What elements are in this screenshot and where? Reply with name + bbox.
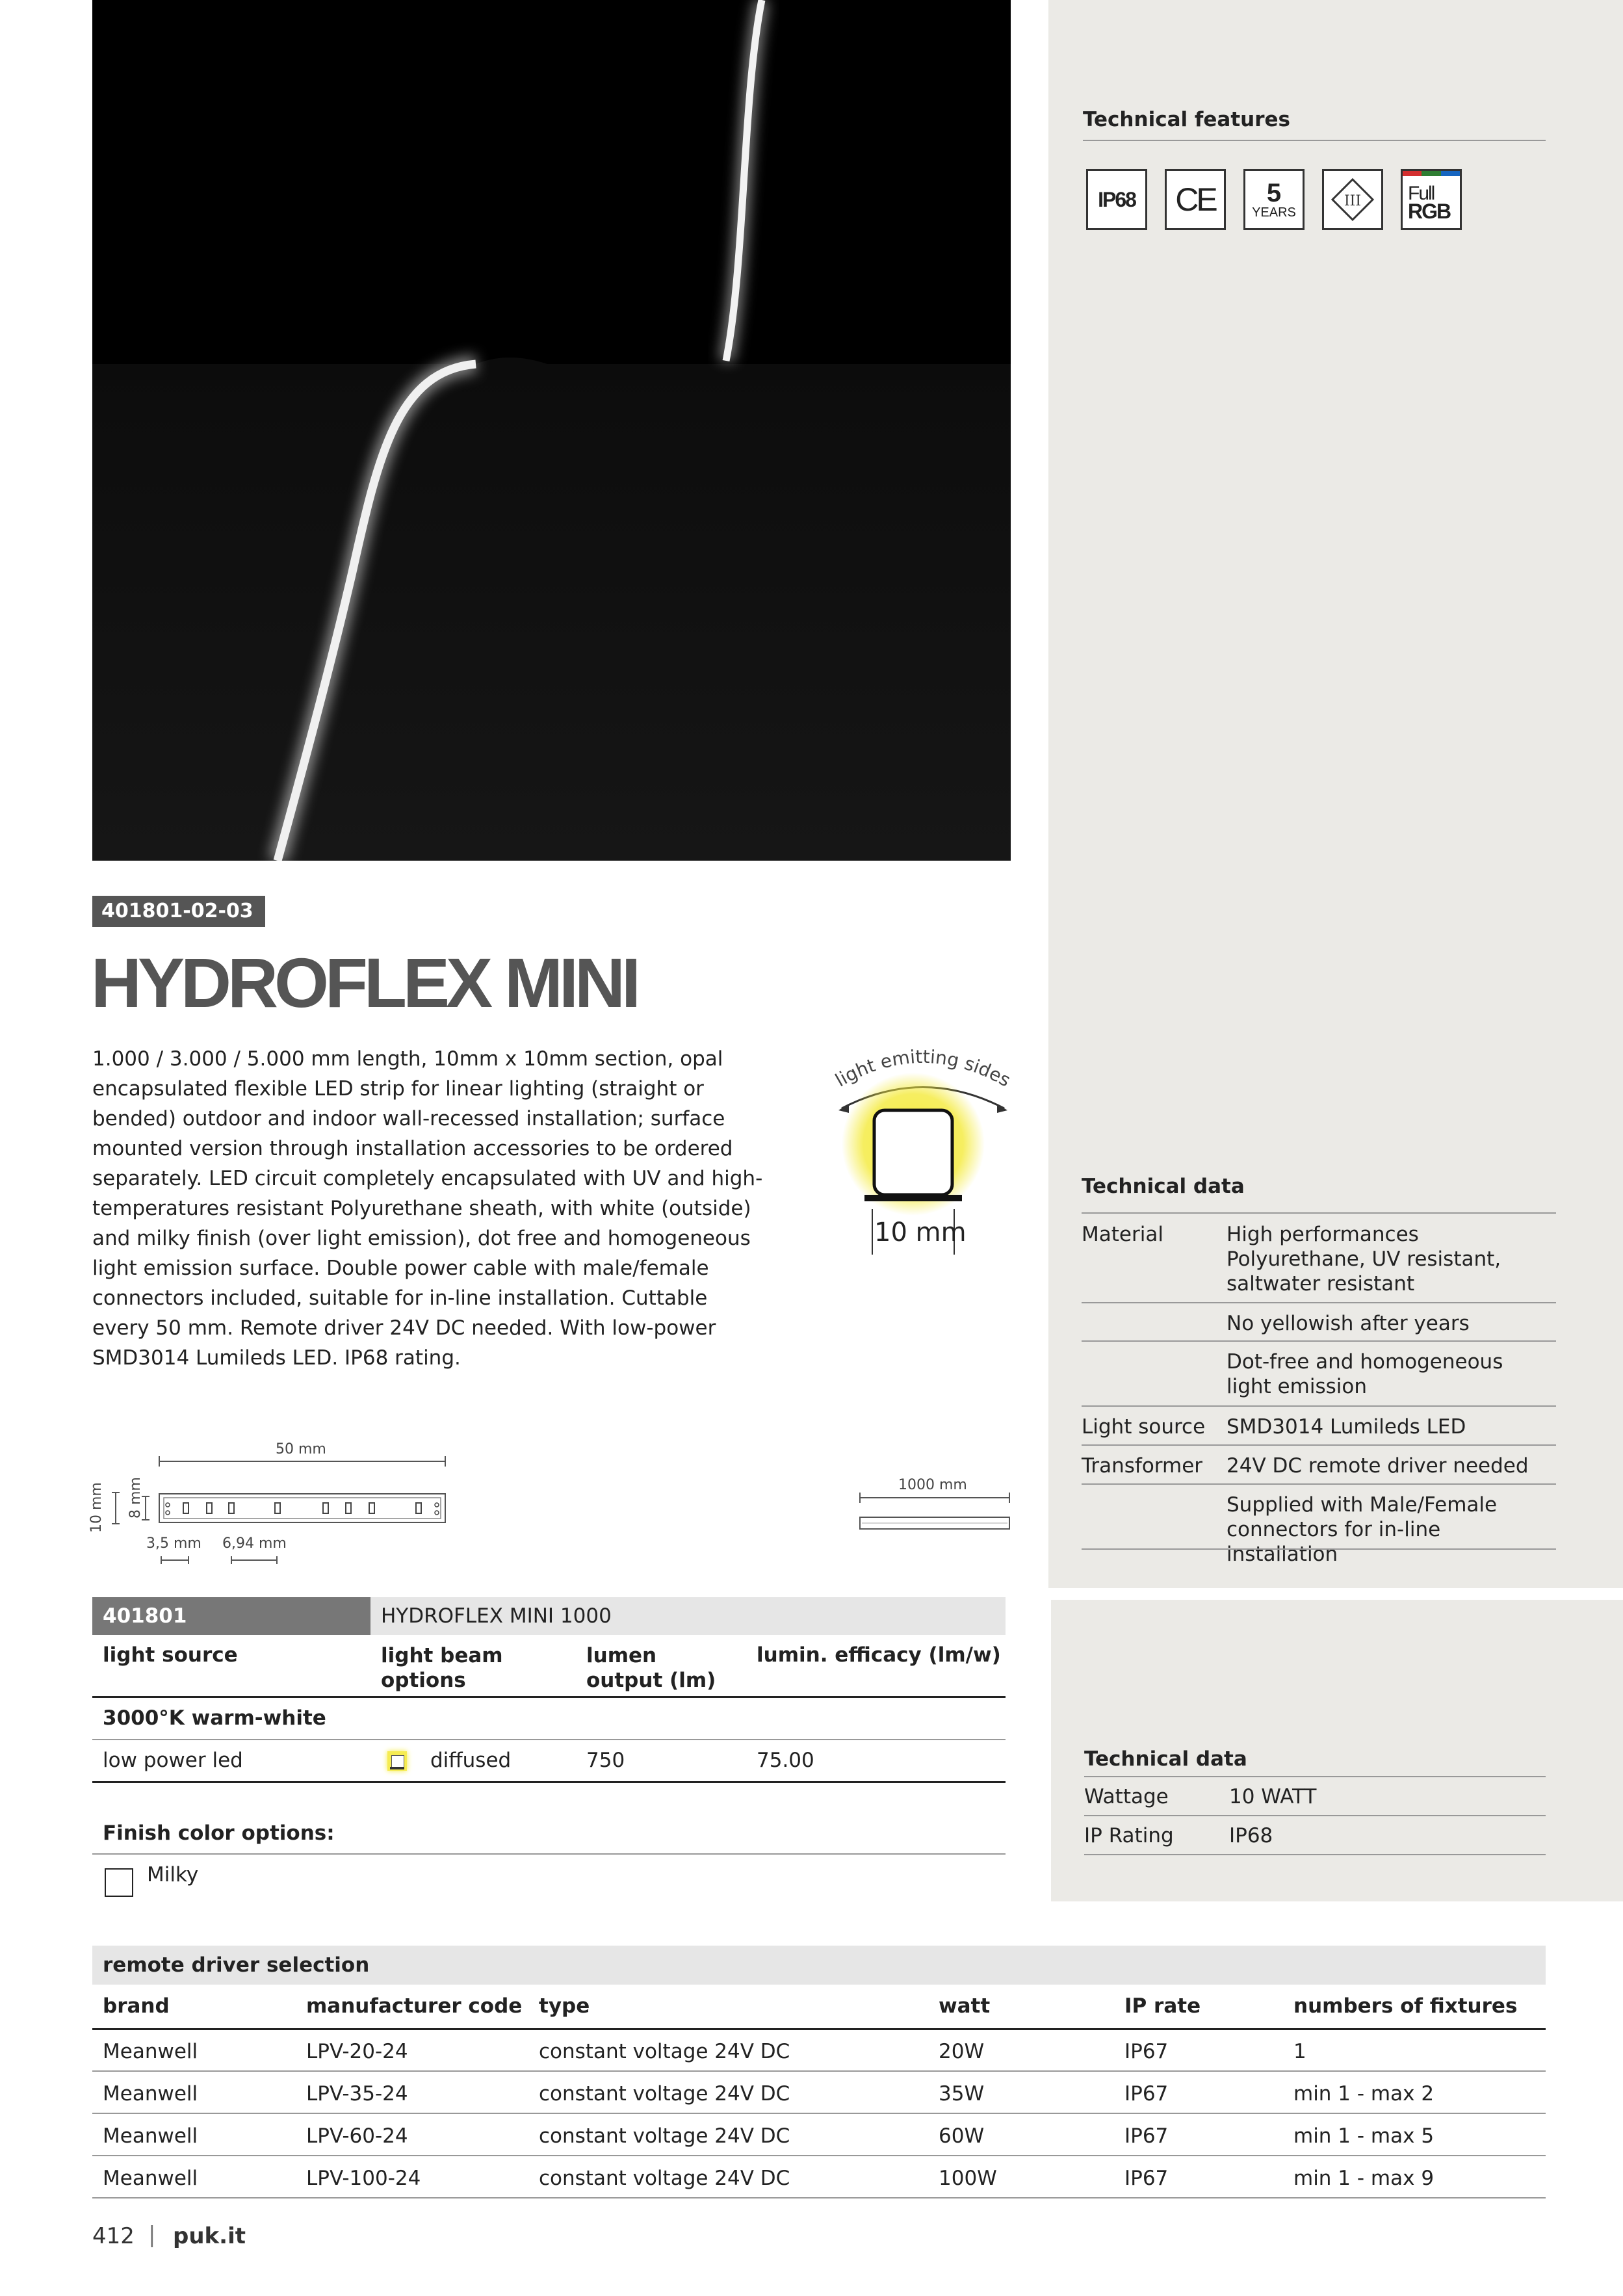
tech-data-value-dotfree: Dot-free and homogeneous light emission <box>1227 1350 1503 1398</box>
tech-data-rule <box>1082 1444 1556 1446</box>
ip68-icon: IP68 <box>1086 169 1147 230</box>
footer-separator: | <box>148 2222 156 2248</box>
tech-data-2-rule <box>1084 1815 1546 1816</box>
model-code: 401801 <box>103 1604 187 1628</box>
tech-data-value-light-source: SMD3014 Lumileds LED <box>1227 1415 1466 1439</box>
strip-length-label: 50 mm <box>276 1441 326 1457</box>
row-light-source: low power led <box>103 1749 243 1772</box>
tech-data-value-ip-rating: IP68 <box>1229 1824 1273 1847</box>
diffused-beam-icon <box>387 1751 407 1771</box>
driver-table-rule <box>92 2113 1546 2114</box>
table-row: Meanwell LPV-35-24 constant voltage 24V DC 35W IP67 min 1 - max 2 <box>103 2082 1435 2106</box>
tech-data-top-rule <box>1082 1212 1556 1214</box>
footer-site-link[interactable]: puk.it <box>173 2223 246 2249</box>
driver-table-rule <box>92 2070 1546 2072</box>
driver-table-rule <box>92 2155 1546 2156</box>
tech-data-value-connectors: Supplied with Male/Female connectors for in-line installation <box>1227 1493 1498 1566</box>
tech-data-rule <box>1082 1548 1556 1550</box>
technical-data-heading: Technical data <box>1082 1175 1245 1198</box>
model-table-rule <box>92 1696 1006 1698</box>
page-number: 412 <box>92 2223 135 2249</box>
header-light-source: light source <box>103 1643 238 1667</box>
header-lumin-efficacy: lumin. efficacy (lm/w) <box>757 1643 1001 1667</box>
tech-data-key-wattage: Wattage <box>1084 1785 1169 1808</box>
led-spacing-b-label: 6,94 mm <box>222 1535 287 1552</box>
tech-data-rule <box>1082 1405 1556 1407</box>
profile-length-label: 1000 mm <box>898 1477 967 1493</box>
product-title: HYDROFLEX MINI <box>91 943 638 1022</box>
full-rgb-icon: Full RGB <box>1401 169 1462 230</box>
product-code-badge: 401801-02-03 <box>92 896 265 927</box>
model-name: HYDROFLEX MINI 1000 <box>381 1604 612 1628</box>
table-row: Meanwell LPV-100-24 constant voltage 24V DC 100W IP67 min 1 - max 9 <box>103 2167 1435 2190</box>
class-iii-icon <box>1322 169 1383 230</box>
driver-table-title: remote driver selection <box>103 1953 370 1977</box>
table-row: Meanwell LPV-60-24 constant voltage 24V DC 60W IP67 min 1 - max 5 <box>103 2124 1435 2148</box>
driver-table-rule <box>92 2028 1546 2030</box>
finish-milky-swatch[interactable] <box>105 1868 133 1897</box>
tech-data-key-transformer: Transformer <box>1082 1454 1203 1478</box>
finish-rule <box>92 1853 1006 1855</box>
tech-data-key-ip-rating: IP Rating <box>1084 1824 1174 1847</box>
driver-header-type: type <box>539 1994 590 2018</box>
row-lumen: 750 <box>586 1749 625 1772</box>
features-divider <box>1083 140 1546 141</box>
tech-data-value-transformer: 24V DC remote driver needed <box>1227 1454 1529 1478</box>
tech-data-2-rule <box>1084 1776 1546 1777</box>
light-emitting-caption: light emitting sides <box>831 1045 1015 1091</box>
finish-color-heading: Finish color options: <box>103 1821 335 1845</box>
driver-table-rule <box>92 2197 1546 2198</box>
tech-data-rule <box>1082 1302 1556 1303</box>
table-row: Meanwell LPV-20-24 constant voltage 24V DC 20W IP67 1 <box>103 2040 1306 2063</box>
technical-data-2-heading: Technical data <box>1084 1747 1247 1771</box>
driver-header-code: manufacturer code <box>306 1994 523 2018</box>
row-beam: diffused <box>430 1749 512 1772</box>
technical-features-heading: Technical features <box>1083 108 1290 131</box>
tech-data-value-yellowish: No yellowish after years <box>1227 1312 1470 1335</box>
five-years-warranty-icon: 5 YEARS <box>1243 169 1305 230</box>
driver-header-ip: IP rate <box>1124 1994 1201 2018</box>
tech-data-key-material: Material <box>1082 1223 1163 1246</box>
model-table-rule <box>92 1781 1006 1783</box>
strip-dimension-drawing <box>91 1430 1014 1580</box>
tech-data-rule <box>1082 1340 1556 1342</box>
tech-data-key-light-source: Light source <box>1082 1415 1206 1439</box>
product-description: 1.000 / 3.000 / 5.000 mm length, 10mm x 10mm section, opal encapsulated flexible LED strip for linear lighting (straight or bended) outdoor and indoor wall-recessed installation; surface mounted version through installation accessories to be ordered separately. LED circuit completely encapsulated with UV and high-temperatures resistant Polyurethane sheath, with white (outside) and milky finish (over light emission), dot free and homogeneous light emission surface. Double power cable with male/female connectors included, suitable for in-line installation. Cuttable every 50 mm. Remote driver 24V DC needed. With low-power SMD3014 Lumileds LED. IP68 rating. <box>92 1047 763 1370</box>
tech-data-value-wattage: 10 WATT <box>1229 1785 1317 1808</box>
tech-data-rule <box>1082 1483 1556 1485</box>
strip-height-outer-label: 10 mm <box>88 1482 105 1533</box>
section-width-label: 10 mm <box>874 1218 967 1247</box>
header-lumen-output: lumen output (lm) <box>586 1644 716 1692</box>
color-temperature-group: 3000°K warm-white <box>103 1706 326 1730</box>
driver-header-brand: brand <box>103 1994 170 2018</box>
finish-milky-label: Milky <box>147 1863 199 1886</box>
driver-header-watt: watt <box>939 1994 991 2018</box>
tech-data-value-material: High performances Polyurethane, UV resistant, saltwater resistant <box>1227 1223 1501 1296</box>
ce-mark-icon: CE <box>1165 169 1226 230</box>
led-spacing-a-label: 3,5 mm <box>146 1535 201 1552</box>
driver-header-fixtures: numbers of fixtures <box>1293 1994 1518 2018</box>
header-light-beam: light beam options <box>381 1644 503 1692</box>
product-photo <box>92 0 1011 861</box>
tech-data-2-rule <box>1084 1854 1546 1855</box>
svg-text:III: III <box>1344 193 1362 209</box>
strip-height-inner-label: 8 mm <box>127 1477 144 1519</box>
row-efficacy: 75.00 <box>757 1749 814 1772</box>
model-table-rule <box>92 1739 1006 1740</box>
